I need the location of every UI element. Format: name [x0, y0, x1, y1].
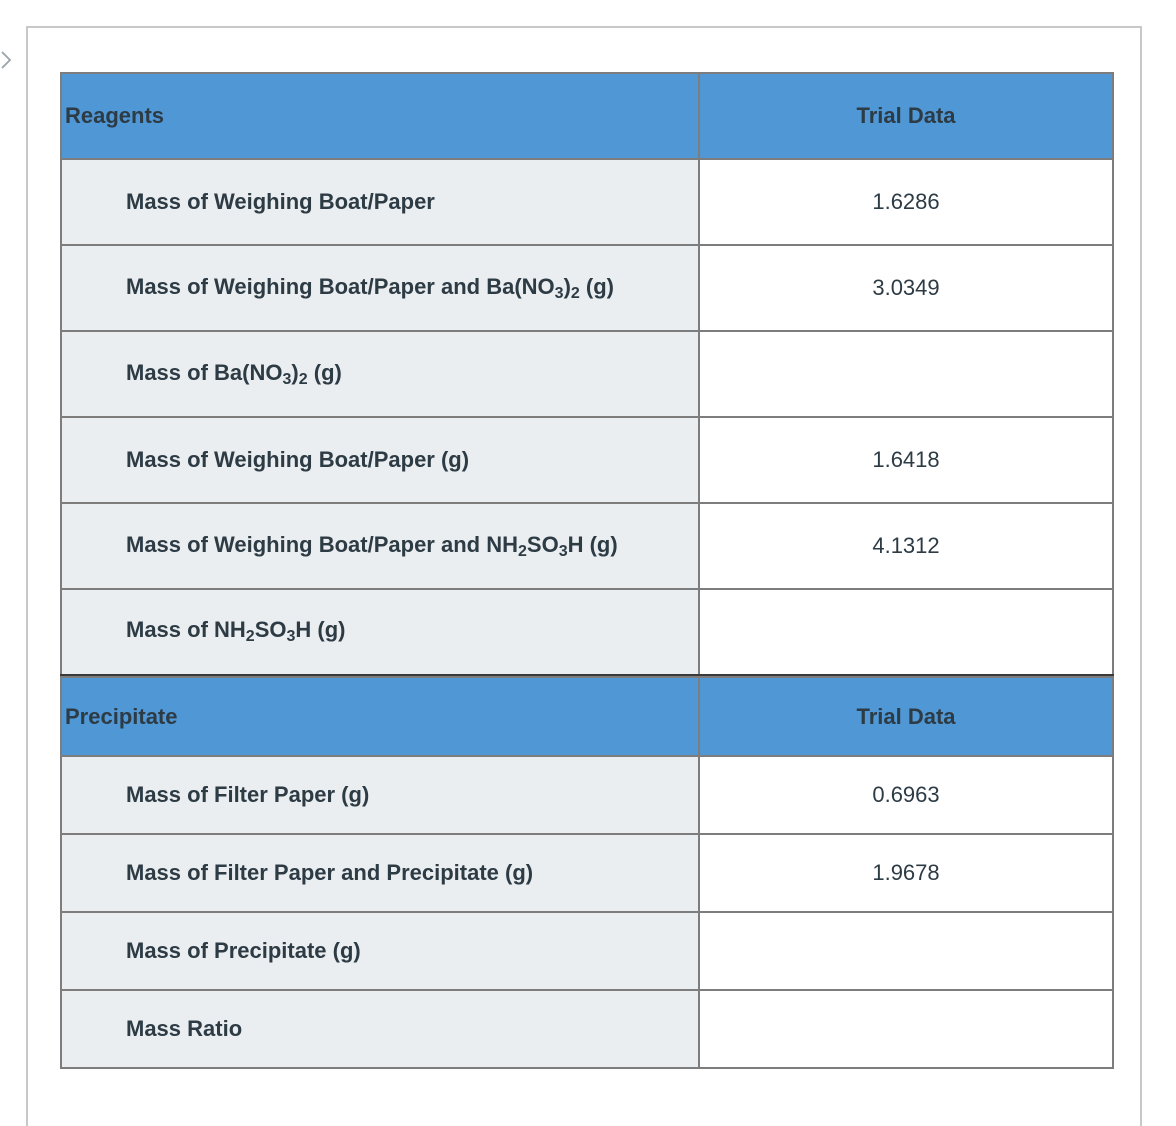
precipitate-header-label: Precipitate: [61, 677, 699, 756]
row-label: Mass of Weighing Boat/Paper and Ba(NO3)2 (g): [61, 245, 699, 331]
row-label: Mass of Weighing Boat/Paper: [61, 159, 699, 245]
precipitate-table: [60, 676, 1114, 1069]
trial-value-cell[interactable]: [699, 331, 1113, 417]
reagents-trial-data-header: Trial Data: [699, 73, 1113, 159]
precipitate-header-row: [61, 677, 1113, 756]
table-row: [61, 912, 1113, 990]
table-row: [61, 159, 1113, 245]
table-row: [61, 503, 1113, 589]
row-label: Mass of Weighing Boat/Paper and NH2SO3H (g): [61, 503, 699, 589]
row-label: Mass of NH2SO3H (g): [61, 589, 699, 675]
trial-value-cell[interactable]: 0.6963: [699, 756, 1113, 834]
table-row: [61, 417, 1113, 503]
reagents-table: [60, 72, 1114, 677]
trial-value-cell[interactable]: 1.6418: [699, 417, 1113, 503]
row-label: Mass Ratio: [61, 990, 699, 1068]
trial-value-cell[interactable]: 3.0349: [699, 245, 1113, 331]
row-label: Mass of Precipitate (g): [61, 912, 699, 990]
table-row: [61, 756, 1113, 834]
reagents-header-label: Reagents: [61, 73, 699, 159]
table-row: [61, 245, 1113, 331]
trial-value-cell[interactable]: 4.1312: [699, 503, 1113, 589]
table-row: [61, 990, 1113, 1068]
row-label: Mass of Weighing Boat/Paper (g): [61, 417, 699, 503]
question-panel: [26, 26, 1142, 1126]
chevron-right-icon[interactable]: [0, 48, 18, 72]
table-row: [61, 331, 1113, 417]
table-row: [61, 589, 1113, 675]
trial-value-cell[interactable]: [699, 912, 1113, 990]
trial-value-cell[interactable]: [699, 589, 1113, 675]
trial-value-cell[interactable]: 1.9678: [699, 834, 1113, 912]
row-label: Mass of Filter Paper and Precipitate (g): [61, 834, 699, 912]
precipitate-trial-data-header: Trial Data: [699, 677, 1113, 756]
trial-value-cell[interactable]: [699, 990, 1113, 1068]
reagents-header-row: [61, 73, 1113, 159]
trial-value-cell[interactable]: 1.6286: [699, 159, 1113, 245]
table-row: [61, 834, 1113, 912]
row-label: Mass of Filter Paper (g): [61, 756, 699, 834]
row-label: Mass of Ba(NO3)2 (g): [61, 331, 699, 417]
